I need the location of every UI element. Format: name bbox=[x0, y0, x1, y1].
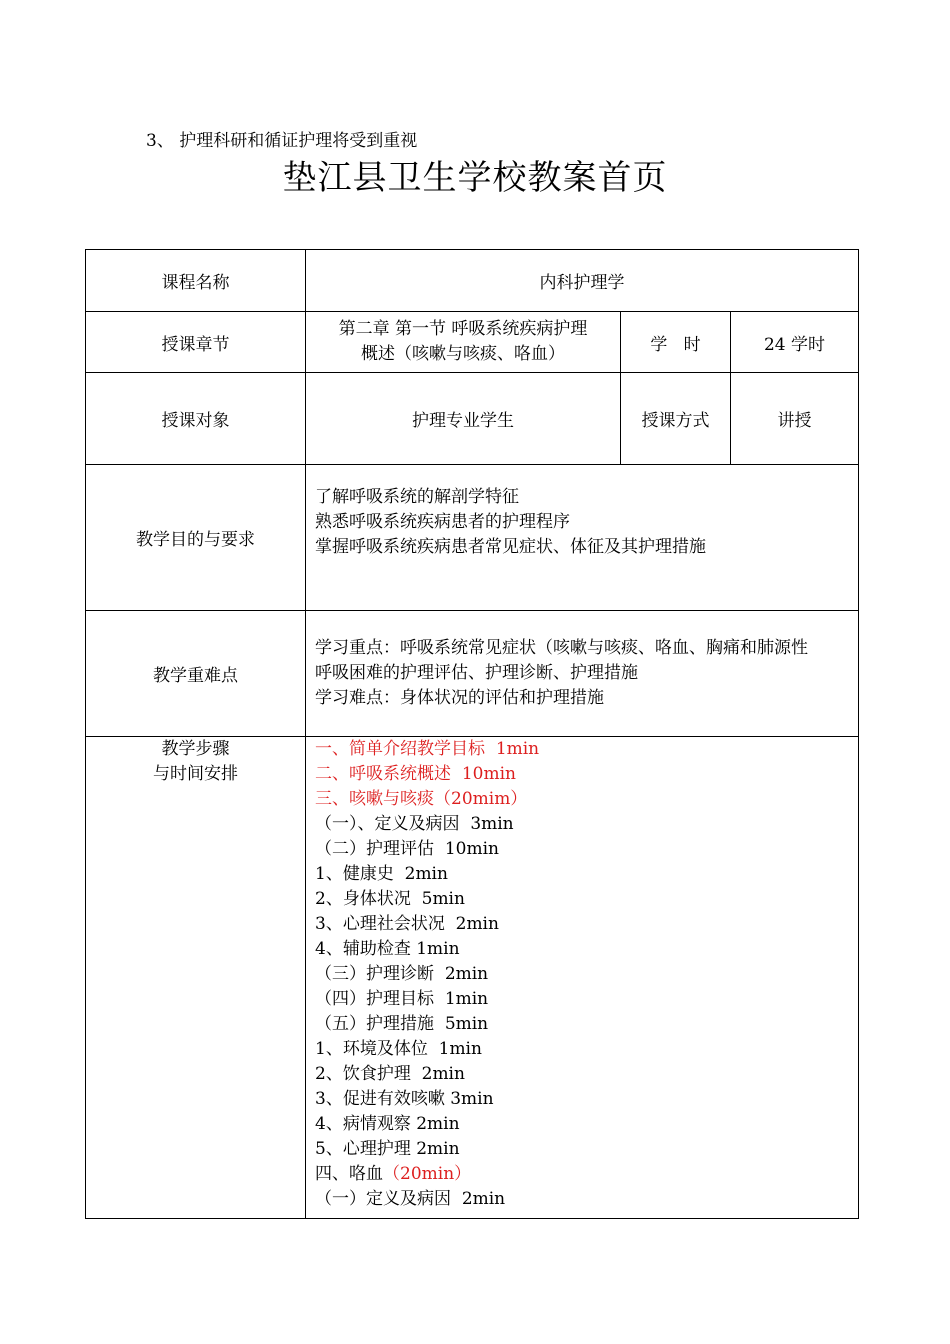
chapter-value-line1: 第二章 第一节 呼吸系统疾病护理 bbox=[338, 319, 588, 339]
course-label: 课程名称 bbox=[86, 250, 306, 312]
objective-line: 掌握呼吸系统疾病患者常见症状、体征及其护理措施 bbox=[315, 537, 706, 557]
audience-value: 护理专业学生 bbox=[306, 373, 621, 465]
step-time: （20mim） bbox=[434, 789, 528, 809]
step-time: 1min bbox=[438, 1039, 482, 1059]
steps-list bbox=[315, 737, 858, 1212]
steps-label bbox=[86, 737, 306, 1219]
objective-line: 了解呼吸系统的解剖学特征 bbox=[315, 487, 519, 507]
step-time: 10min bbox=[444, 839, 499, 859]
row-objectives bbox=[86, 465, 859, 611]
step-line bbox=[315, 837, 858, 862]
step-time: 3min bbox=[450, 1089, 494, 1109]
chapter-value-line2: 概述（咳嗽与咳痰、咯血） bbox=[361, 344, 565, 364]
hours-value: 24 学时 bbox=[731, 312, 859, 373]
row-chapter bbox=[86, 312, 859, 373]
step-text: 4、病情观察 bbox=[315, 1114, 417, 1134]
row-audience bbox=[86, 373, 859, 465]
step-time: 1min bbox=[495, 739, 540, 759]
step-time: 2min bbox=[455, 914, 499, 934]
step-time: 5min bbox=[444, 1014, 489, 1034]
page-title: 垫江县卫生学校教案首页 bbox=[282, 158, 668, 198]
step-time: 2min bbox=[416, 1114, 460, 1134]
key-point-line: 呼吸困难的护理评估、护理诊断、护理措施 bbox=[315, 663, 638, 683]
row-course bbox=[86, 250, 859, 312]
step-line bbox=[315, 1187, 858, 1212]
step-line bbox=[315, 887, 858, 912]
step-time: 2min bbox=[461, 1189, 506, 1209]
step-line bbox=[315, 1012, 858, 1037]
step-line bbox=[315, 912, 858, 937]
audience-label: 授课对象 bbox=[86, 373, 306, 465]
step-line bbox=[315, 762, 858, 787]
step-line bbox=[315, 862, 858, 887]
step-line bbox=[315, 787, 858, 812]
step-text: （三）护理诊断 bbox=[315, 964, 445, 984]
step-text: 1、环境及体位 bbox=[315, 1039, 439, 1059]
row-steps bbox=[86, 737, 859, 1219]
step-line bbox=[315, 1137, 858, 1162]
step-time: 2min bbox=[421, 1064, 465, 1084]
objective-line: 熟悉呼吸系统疾病患者的护理程序 bbox=[315, 512, 570, 532]
steps-label-line2: 与时间安排 bbox=[153, 764, 238, 784]
step-text: （一）、定义及病因 bbox=[315, 814, 471, 834]
step-time: （20min） bbox=[383, 1164, 472, 1184]
key-point-line: 学习重点：呼吸系统常见症状（咳嗽与咳痰、咯血、胸痛和肺源性 bbox=[315, 638, 808, 658]
step-time: 1min bbox=[416, 939, 460, 959]
step-line bbox=[315, 737, 858, 762]
steps-label-line1: 教学步骤 bbox=[161, 739, 230, 759]
method-label: 授课方式 bbox=[621, 373, 731, 465]
step-text: （四）护理目标 bbox=[315, 989, 445, 1009]
step-text: 三、咳嗽与咳痰 bbox=[315, 789, 434, 809]
hours-label: 学 时 bbox=[621, 312, 731, 373]
step-line bbox=[315, 1062, 858, 1087]
step-line bbox=[315, 1087, 858, 1112]
step-text: （五）护理措施 bbox=[315, 1014, 445, 1034]
step-text: 一、简单介绍教学目标 bbox=[315, 739, 496, 759]
chapter-value bbox=[306, 312, 621, 373]
step-time: 10min bbox=[461, 764, 516, 784]
lesson-plan-table bbox=[85, 249, 859, 1219]
step-text: 二、呼吸系统概述 bbox=[315, 764, 462, 784]
step-line bbox=[315, 937, 858, 962]
step-text: 2、饮食护理 bbox=[315, 1064, 422, 1084]
step-text: 3、促进有效咳嗽 bbox=[315, 1089, 451, 1109]
step-line bbox=[315, 812, 858, 837]
step-text: （二）护理评估 bbox=[315, 839, 445, 859]
objectives-label: 教学目的与要求 bbox=[86, 465, 306, 611]
step-time: 5min bbox=[421, 889, 465, 909]
step-time: 2min bbox=[404, 864, 448, 884]
key-points-label: 教学重难点 bbox=[86, 611, 306, 737]
key-point-line: 学习难点：身体状况的评估和护理措施 bbox=[315, 688, 604, 708]
step-time: 2min bbox=[444, 964, 489, 984]
steps-value bbox=[306, 737, 859, 1219]
step-time: 2min bbox=[416, 1139, 460, 1159]
step-text: 3、心理社会状况 bbox=[315, 914, 456, 934]
step-text: 四、咯血 bbox=[315, 1164, 383, 1184]
step-line bbox=[315, 1162, 858, 1187]
step-time: 3min bbox=[470, 814, 514, 834]
method-value: 讲授 bbox=[731, 373, 859, 465]
step-text: 2、身体状况 bbox=[315, 889, 422, 909]
step-line bbox=[315, 987, 858, 1012]
top-line: 3、 护理科研和循证护理将受到重视 bbox=[146, 131, 418, 151]
step-text: （一）定义及病因 bbox=[315, 1189, 462, 1209]
step-text: 1、健康史 bbox=[315, 864, 405, 884]
course-value: 内科护理学 bbox=[306, 250, 859, 312]
step-time: 1min bbox=[444, 989, 489, 1009]
step-line bbox=[315, 1112, 858, 1137]
step-line bbox=[315, 962, 858, 987]
objectives-value bbox=[306, 465, 859, 611]
key-points-value bbox=[306, 611, 859, 737]
step-text: 5、心理护理 bbox=[315, 1139, 417, 1159]
chapter-label: 授课章节 bbox=[86, 312, 306, 373]
step-text: 4、辅助检查 bbox=[315, 939, 417, 959]
step-line bbox=[315, 1037, 858, 1062]
row-key-points bbox=[86, 611, 859, 737]
